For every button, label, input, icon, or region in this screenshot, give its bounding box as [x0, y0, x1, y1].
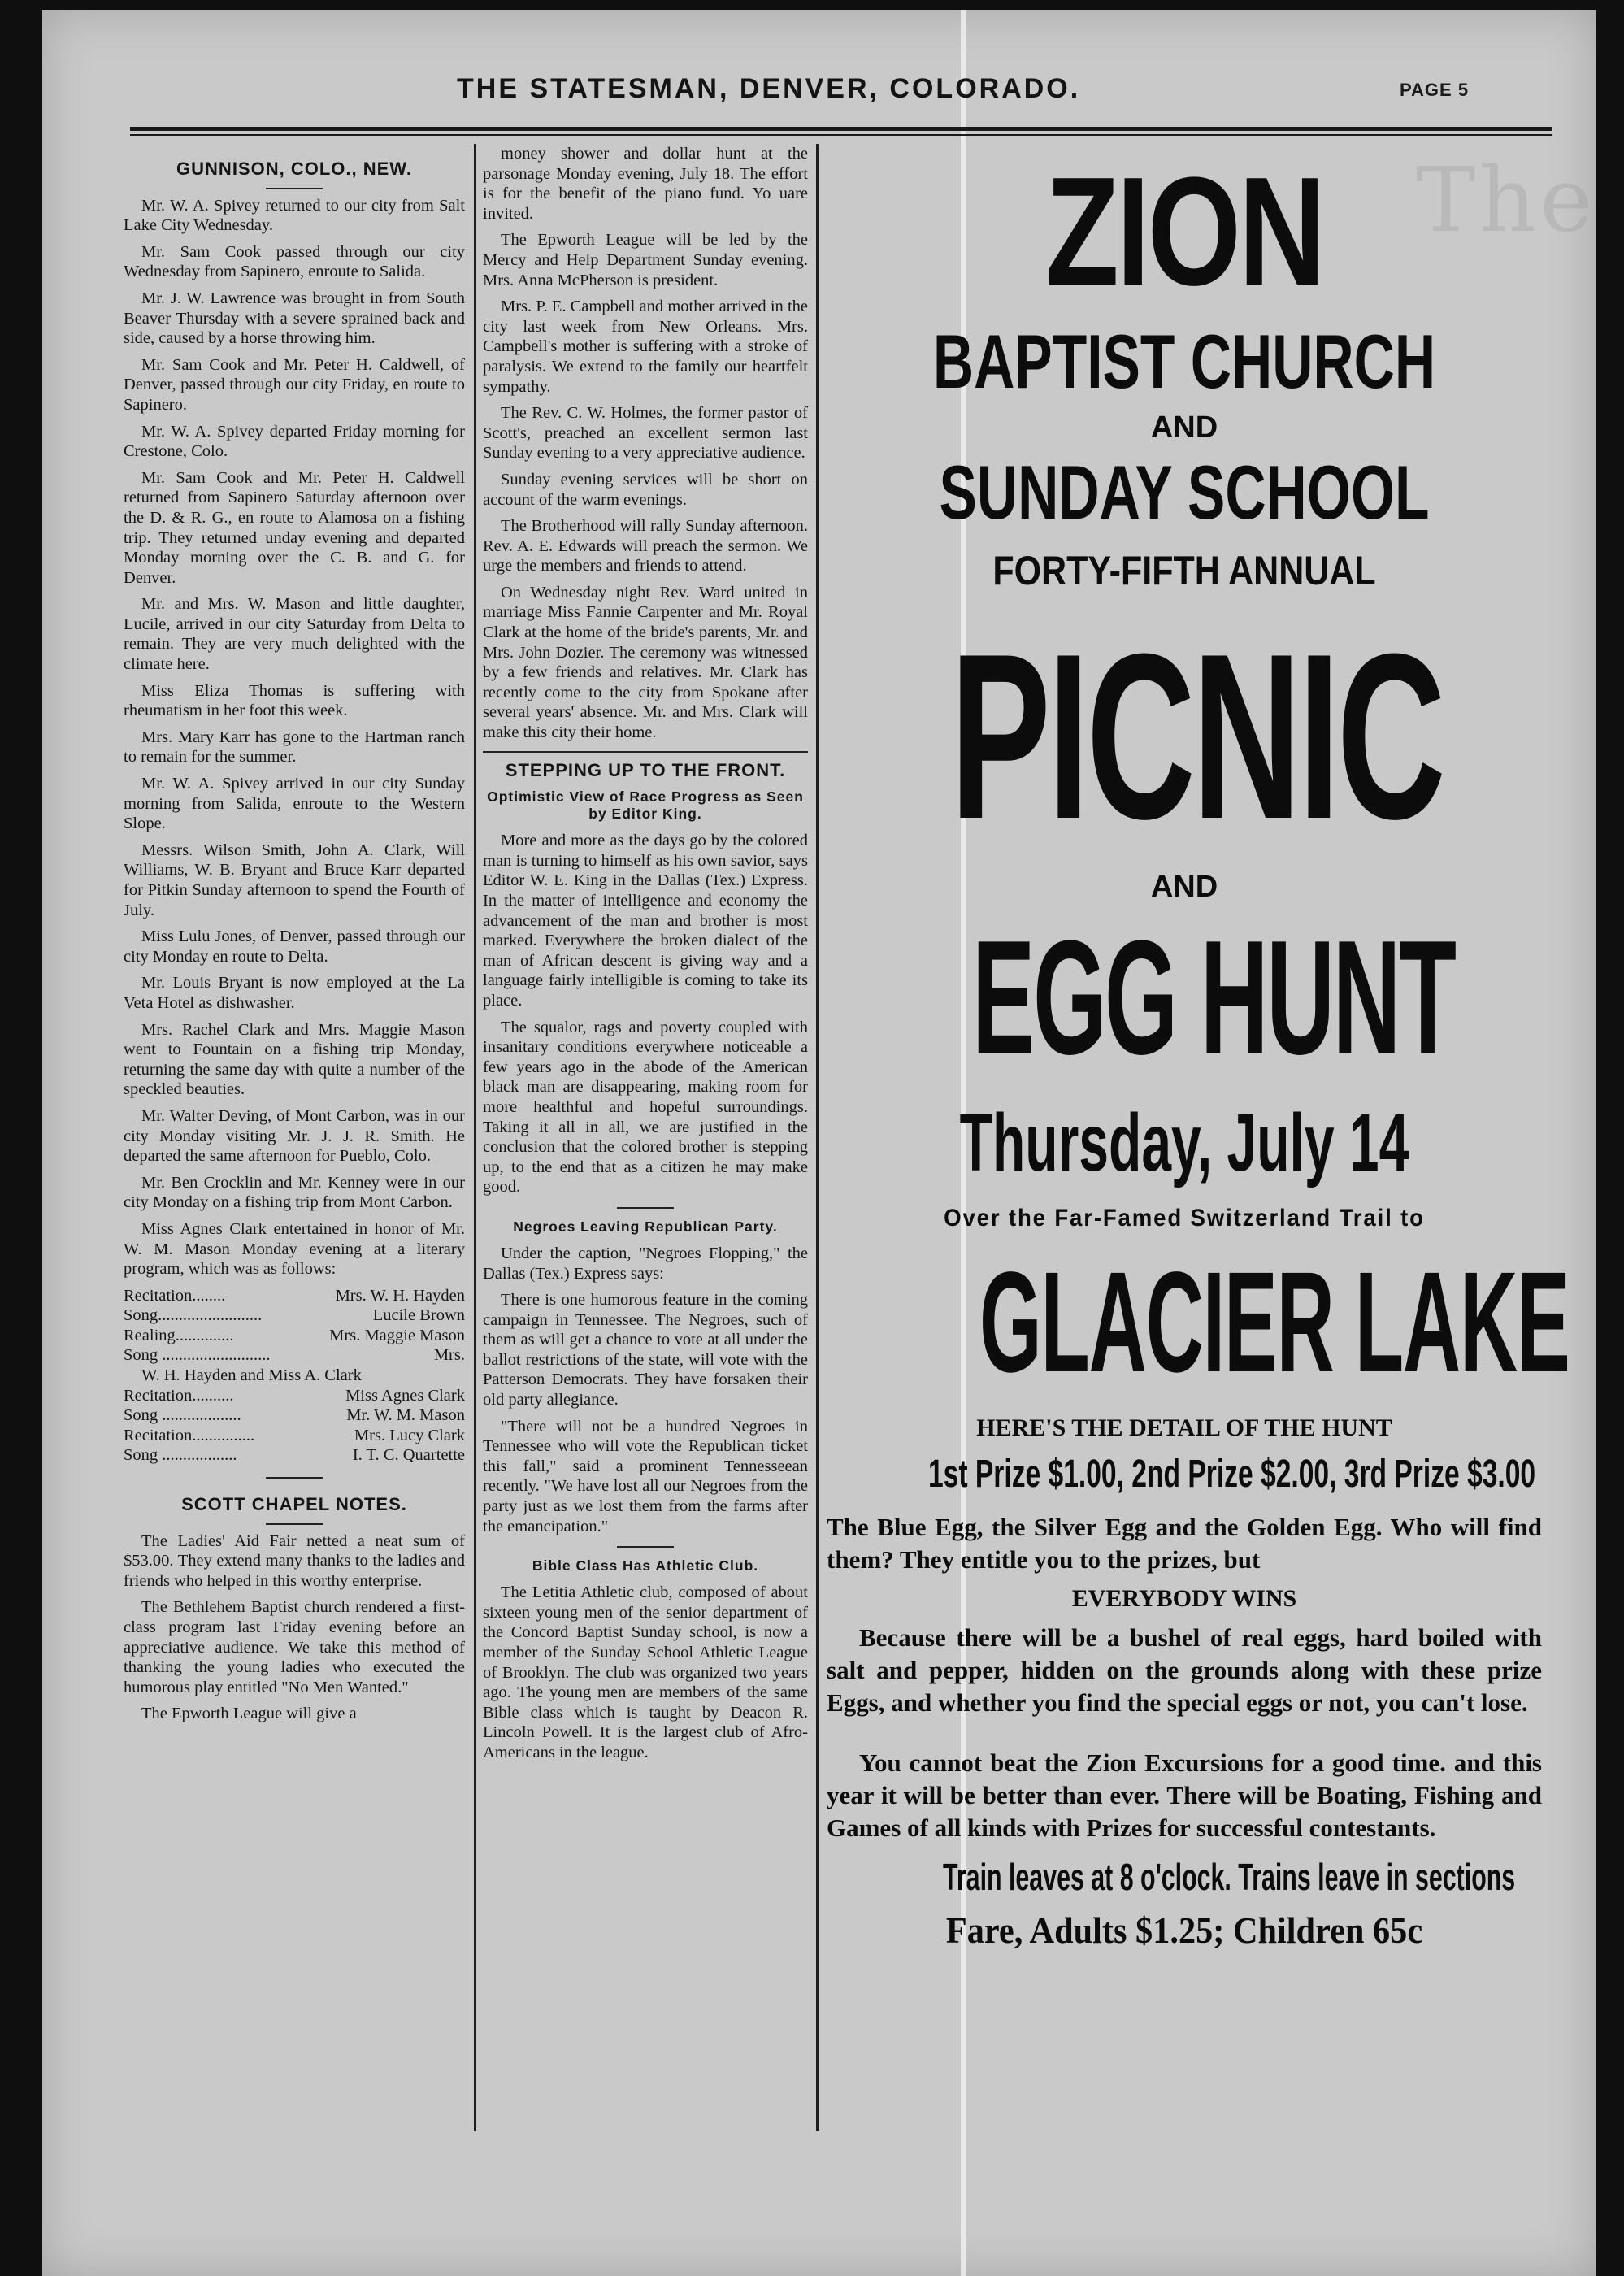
news-item: Miss Lulu Jones, of Denver, passed through our city Monday en route to Delta. [124, 927, 465, 966]
divider [483, 751, 808, 753]
program-row [124, 1366, 465, 1386]
ad-sunday-school: SUNDAY SCHOOL [939, 450, 1430, 535]
program-row [124, 1286, 465, 1306]
article-paragraph: There is one humorous feature in the coming campaign in Tennessee. The Negroes, such of them as will get a chance to vote at all under the ballot restrictions of the state, will vote with the Patterson Democrats. They have forsaken their old party allegiance. [483, 1291, 808, 1409]
ad-fare: Fare, Adults $1.25; Children 65c [945, 1909, 1423, 1951]
program-row [124, 1445, 465, 1466]
ad-egg-hunt: EGG HUNT [972, 907, 1455, 1088]
program-row [124, 1386, 465, 1406]
news-item: money shower and dollar hunt at the parsonage Monday evening, July 18. The effort is for the benefit of the piano fund. Yo uare invited. [483, 145, 808, 223]
news-item: Messrs. Wilson Smith, John A. Clark, Will Williams, W. B. Bryant and Bruce Karr departed for Pitkin Sunday afternoon to spend the Fourth of July. [124, 840, 465, 919]
ad-glacier-lake: GLACIER LAKE [979, 1243, 1570, 1402]
ad-prizes: 1st Prize $1.00, 2nd Prize $2.00, 3rd Prize $3.00 [928, 1453, 1536, 1496]
divider [617, 1207, 674, 1209]
ad-baptist-church: BAPTIST CHURCH [932, 319, 1436, 404]
masthead: THE STATESMAN, DENVER, COLORADO. [457, 73, 1081, 104]
article-paragraph: "There will not be a hundred Negroes in Tennessee who will vote the Republican ticket this fall," said a prominent Tennesseean recently. "We have lost all our Negroes from the party just as we lost them from the farms after the emancipation." [483, 1417, 808, 1535]
news-item: On Wednesday night Rev. Ward united in marriage Miss Fannie Carpenter and Mr. Royal Clark at the home of the bride's parents, Mr. and Mrs. John Dozier. The ceremony was witnessed by a few friends and relatives. Mr. Clark has recently come to the city from Spokane after several years' absence. Mr. and Mrs. Clark will make this city their home. [483, 583, 808, 742]
news-item: Mr. Walter Deving, of Mont Carbon, was in our city Monday visiting Mr. J. J. R. Smith. He departed the same afternoon for Pueblo, Colo. [124, 1106, 465, 1166]
news-item: Miss Agnes Clark entertained in honor of Mr. W. M. Mason Monday evening at a literary program, which was as follows: [124, 1219, 465, 1279]
ad-and-2: AND [1150, 870, 1218, 904]
divider [266, 188, 323, 189]
news-item: Miss Eliza Thomas is suffering with rheumatism in her foot this week. [124, 681, 465, 720]
article-subheading: Optimistic View of Race Progress as Seen by Editor King. [487, 788, 804, 823]
program-act: W. H. Hayden and Miss A. Clark [141, 1366, 362, 1385]
news-item: Mr. Sam Cook passed through our city Wednesday from Sapinero, enroute to Salida. [124, 242, 465, 281]
news-item: Mrs. P. E. Campbell and mother arrived in the city last week from New Orleans. Mrs. Campbell's mother is suffering with a stroke of paralysis. We extend to the family our heartfelt sympathy. [483, 298, 808, 396]
news-item: The Epworth League will be led by the Mercy and Help Department Sunday evening. Mrs. Anna McPherson is president. [483, 231, 808, 289]
program-act: Realing.............. [124, 1326, 234, 1344]
program-performer: Mrs. Maggie Mason [329, 1326, 465, 1344]
program-act: Recitation............... [124, 1426, 255, 1444]
newspaper-page [42, 10, 1596, 2276]
picnic-advertisement [819, 146, 1570, 1958]
news-item: The Brotherhood will rally Sunday afternoon. Rev. A. E. Edwards will preach the sermon. We urge the members and friends to attend. [483, 517, 808, 576]
program-performer: I. T. C. Quartette [352, 1446, 465, 1465]
news-item: Mr. Ben Crocklin and Mr. Kenney were in our city Monday on a fishing trip from Mont Carbon. [124, 1173, 465, 1212]
news-item: Mr. and Mrs. W. Mason and little daughter, Lucile, arrived in our city Saturday from Delta to remain. They are very much delighted with the climate here. [124, 595, 465, 674]
program-performer: Mr. W. M. Mason [346, 1406, 465, 1425]
article-subheading-republican: Negroes Leaving Republican Party. [513, 1218, 778, 1235]
page-number: PAGE 5 [1400, 80, 1470, 100]
ad-trail: Over the Far-Famed Switzerland Trail to [944, 1205, 1425, 1231]
ad-detail-heading: HERE'S THE DETAIL OF THE HUNT [976, 1414, 1392, 1441]
news-item: Mr. W. A. Spivey returned to our city from Salt Lake City Wednesday. [124, 196, 465, 235]
news-item: Sunday evening services will be short on account of the warm evenings. [483, 470, 808, 509]
bleed-through-text: The [1416, 148, 1596, 252]
article-paragraph: The Letitia Athletic club, composed of about sixteen young men of the senior department of the Concord Baptist Sunday school, is now a member of the Sunday School Athletic League of Brooklyn. The club was organized two years ago. The young men are members of the same Bible class which is taught by Deacon R. Lincoln Powell. It is the largest club of Afro-Americans in the league. [483, 1583, 808, 1761]
ad-forty-fifth-annual: FORTY-FIFTH ANNUAL [992, 548, 1376, 593]
program-performer: Mrs. W. H. Hayden [335, 1286, 465, 1305]
ad-zion: ZION [1045, 146, 1323, 318]
divider [617, 1546, 674, 1548]
program-performer: Miss Agnes Clark [345, 1386, 465, 1405]
program-row [124, 1326, 465, 1346]
program-act: Song .................. [124, 1446, 237, 1465]
ad-because-text: Because there will be a bushel of real eggs, hard boiled with salt and pepper, hidden on the grounds along with these prize Eggs, and whether you find the special eggs or not, you can't lose. [827, 1623, 1542, 1717]
program-act: Recitation.......... [124, 1386, 234, 1405]
program-act: Recitation........ [124, 1286, 226, 1305]
article-paragraph: More and more as the days go by the colored man is turning to himself as his own savior, says Editor W. E. King in the Dallas (Tex.) Express. In the matter of intelligence and economy the advancement of the man and brother is most marked. Everywhere the broken dialect of the man of African descent is giving way and a language fairly intelligible is coming to take its place. [483, 832, 808, 1010]
news-item: Mrs. Mary Karr has gone to the Hartman ranch to remain for the summer. [124, 728, 465, 767]
news-item: Mr. W. A. Spivey arrived in our city Sunday morning from Salida, enroute to the Western Slope. [124, 775, 465, 833]
section-heading-scott-chapel: SCOTT CHAPEL NOTES. [181, 1494, 407, 1515]
divider [266, 1523, 323, 1525]
ad-eggs-text: The Blue Egg, the Silver Egg and the Golden Egg. Who will find them? They entitle you to the prizes, but [827, 1513, 1542, 1574]
program-performer: Mrs. [433, 1346, 465, 1365]
program-performer: Lucile Brown [372, 1306, 465, 1325]
article-paragraph: The squalor, rags and poverty coupled with insanitary conditions everywhere noticeable a few years ago in the abode of the American black man are disappearing, making room for more healthful and hopeful surroundings. Taking it all in all, we are justified in the conclusion that the colored brother is stepping up, to the end that as a citizen he may make good. [483, 1018, 808, 1197]
article-heading-stepping-up: STEPPING UP TO THE FRONT. [505, 759, 786, 780]
literary-program [124, 1286, 465, 1466]
ad-and: AND [1150, 410, 1218, 445]
header-rule [130, 127, 1552, 131]
news-item: Mr. J. W. Lawrence was brought in from South Beaver Thursday with a severe sprained back and side, caused by a horse throwing him. [124, 289, 465, 348]
section-heading-gunnison: GUNNISON, COLO., NEW. [176, 159, 412, 179]
news-item: The Epworth League will give a [141, 1705, 357, 1723]
news-item: The Bethlehem Baptist church rendered a first-class program last Friday evening before an appreciative audience. We take this method of thanking the young ladies who executed the humorous play entitled "No Men Wanted." [124, 1598, 465, 1696]
ad-picnic: PICNIC [950, 605, 1443, 868]
ad-cannot-beat-text: You cannot beat the Zion Excursions for a good time. and this year it will be better than ever. There will be Boating, Fishing and Games of all kinds with Prizes for successful contestants. [827, 1748, 1542, 1842]
news-item: Mr. Sam Cook and Mr. Peter H. Caldwell, of Denver, passed through our city Friday, en route to Sapinero. [124, 355, 465, 414]
ad-everybody-wins: EVERYBODY WINS [1071, 1585, 1297, 1612]
program-row [124, 1345, 465, 1366]
column-gunnison [124, 154, 465, 1731]
news-item: Mrs. Rachel Clark and Mrs. Maggie Mason went to Fountain on a fishing trip Monday, returning the same day with quite a number of the speckled beauties. [124, 1020, 465, 1099]
program-act: Song .......................... [124, 1346, 271, 1365]
news-item: The Rev. C. W. Holmes, the former pastor of Scott's, preached an excellent sermon last Sunday evening to a very appreciative audience. [483, 404, 808, 463]
program-row [124, 1426, 465, 1446]
column-news [483, 144, 808, 1770]
ad-train-time: Train leaves at 8 o'clock. Trains leave in sections [943, 1856, 1516, 1898]
program-row [124, 1405, 465, 1426]
article-paragraph: Under the caption, "Negroes Flopping," the Dallas (Tex.) Express says: [483, 1244, 808, 1283]
program-performer: Mrs. Lucy Clark [354, 1426, 465, 1444]
program-act: Song ................... [124, 1406, 241, 1425]
program-act: Song......................... [124, 1306, 263, 1325]
program-row [124, 1305, 465, 1326]
divider [266, 1477, 323, 1479]
ad-date: Thursday, July 14 [959, 1097, 1409, 1188]
column-rule-1 [474, 144, 476, 2131]
article-subheading-bible-class: Bible Class Has Athletic Club. [532, 1557, 759, 1575]
news-item: The Ladies' Aid Fair netted a neat sum of $53.00. They extend many thanks to the ladies and friends who helped in this worthy enterprise. [124, 1531, 465, 1590]
news-item: Mr. Louis Bryant is now employed at the La Veta Hotel as dishwasher. [124, 974, 465, 1012]
header-rule-thin [130, 134, 1552, 136]
news-item: Mr. W. A. Spivey departed Friday morning for Crestone, Colo. [124, 422, 465, 461]
news-item: Mr. Sam Cook and Mr. Peter H. Caldwell returned from Sapinero Saturday afternoon over the D. & R. G., en route to Alamosa on a fishing trip. They returned unday evening and departed Monday morning over the C. B. and G. for Denver. [124, 468, 465, 587]
